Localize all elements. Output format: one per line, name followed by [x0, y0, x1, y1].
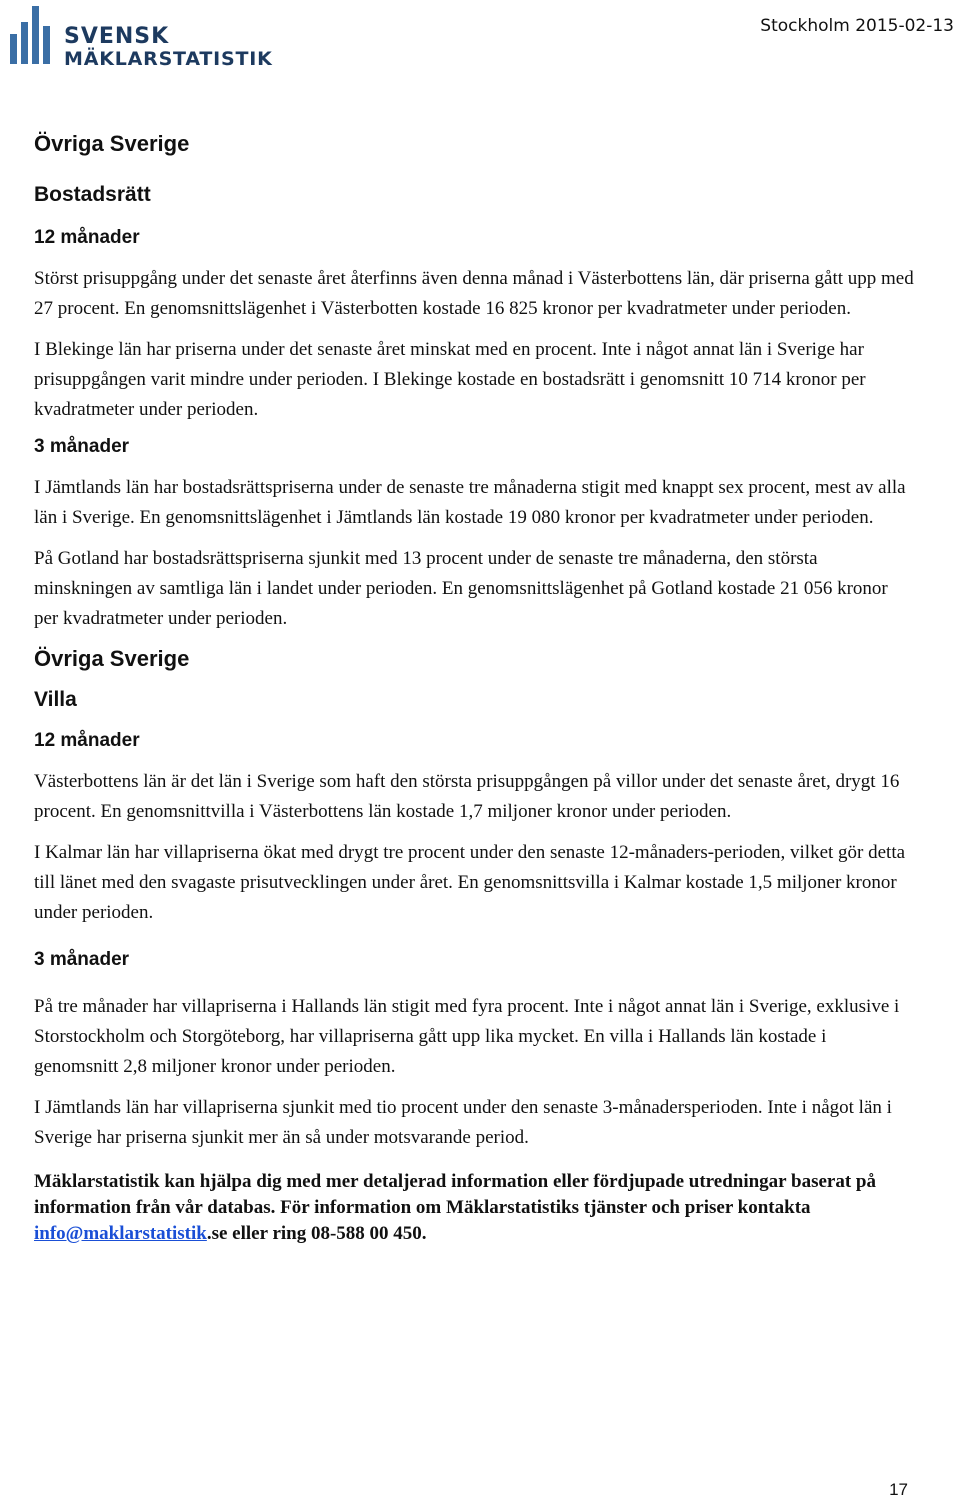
contact-text-end: .se eller ring 08-588 00 450.	[206, 1223, 427, 1244]
paragraph: I Kalmar län har villapriserna ökat med drygt tre procent under den senaste 12-månaders-perioden, vilket gör detta till länet med den svagaste prisutvecklingen under året. En genomsnittsvilla i Kalmar kostade 1,5 miljoner kronor under perioden.	[34, 842, 906, 923]
period-heading-3: 3 månader	[34, 949, 130, 970]
logo-bars-icon	[8, 4, 60, 66]
section-subtitle-bostadsratt: Bostadsrätt	[34, 183, 151, 206]
paragraph: På Gotland har bostadsrättspriserna sjunkit med 13 procent under de senaste tre månaderna, den största minskningen av samtliga län i landet under perioden. En genomsnittslägenhet på Gotland kostade 21 056 kronor per kvadratmeter under perioden.	[34, 548, 888, 629]
logo-text-line1: SVENSK	[64, 24, 170, 49]
contact-text: Mäklarstatistik kan hjälpa dig med mer detaljerad information eller fördjupade utredningar baserat på information från vår databas. För information om Mäklarstatistiks tjänster och priser kontakta	[34, 1171, 876, 1218]
page-header	[0, 0, 960, 80]
contact-paragraph	[34, 1169, 914, 1247]
document-body	[34, 128, 914, 1247]
section-title-bostadsratt: Övriga Sverige	[34, 131, 190, 156]
period-heading-12: 12 månader	[34, 730, 140, 751]
paragraph: På tre månader har villapriserna i Hallands län stigit med fyra procent. Inte i något annat län i Sverige, exklusive i Storstockholm och Storgöteborg, har villapriserna gått upp lika mycket. En villa i Hallands län kostade i genomsnitt 2,8 miljoner kronor under perioden.	[34, 996, 900, 1077]
logo	[8, 4, 288, 70]
paragraph: I Jämtlands län har villapriserna sjunkit med tio procent under den senaste 3-månadersperioden. Inte i något län i Sverige har priserna sjunkit mer än så under motsvarande period.	[34, 1097, 892, 1148]
document-date: Stockholm 2015-02-13	[760, 16, 954, 36]
page-number: 17	[889, 1480, 908, 1499]
paragraph: I Blekinge län har priserna under det senaste året minskat med en procent. Inte i något annat län i Sverige har prisuppgången varit mindre under perioden. I Blekinge kostade en bostadsrätt i genomsnitt 10 714 kronor per kvadratmeter under perioden.	[34, 339, 866, 420]
logo-text-line2: MÄKLARSTATISTIK	[64, 48, 273, 70]
paragraph: Störst prisuppgång under det senaste året återfinns även denna månad i Västerbottens län, där priserna gått upp med 27 procent. En genomsnittslägenhet i Västerbotten kostade 16 825 kronor per kvadratmeter under perioden.	[34, 268, 914, 319]
paragraph: I Jämtlands län har bostadsrättspriserna under de senaste tre månaderna stigit med knappt sex procent, mest av alla län i Sverige. En genomsnittslägenhet i Jämtlands län kostade 19 080 kronor per kvadratmeter under perioden.	[34, 477, 906, 528]
paragraph: Västerbottens län är det län i Sverige som haft den största prisuppgången på villor under det senaste året, drygt 16 procent. En genomsnittvilla i Västerbottens län kostade 1,7 miljoner kronor under perioden.	[34, 771, 900, 822]
section-subtitle-villa: Villa	[34, 688, 77, 711]
section-title-villa: Övriga Sverige	[34, 646, 190, 671]
period-heading-12: 12 månader	[34, 227, 140, 248]
email-link[interactable]: info@maklarstatistik	[34, 1223, 207, 1244]
period-heading-3: 3 månader	[34, 436, 130, 457]
